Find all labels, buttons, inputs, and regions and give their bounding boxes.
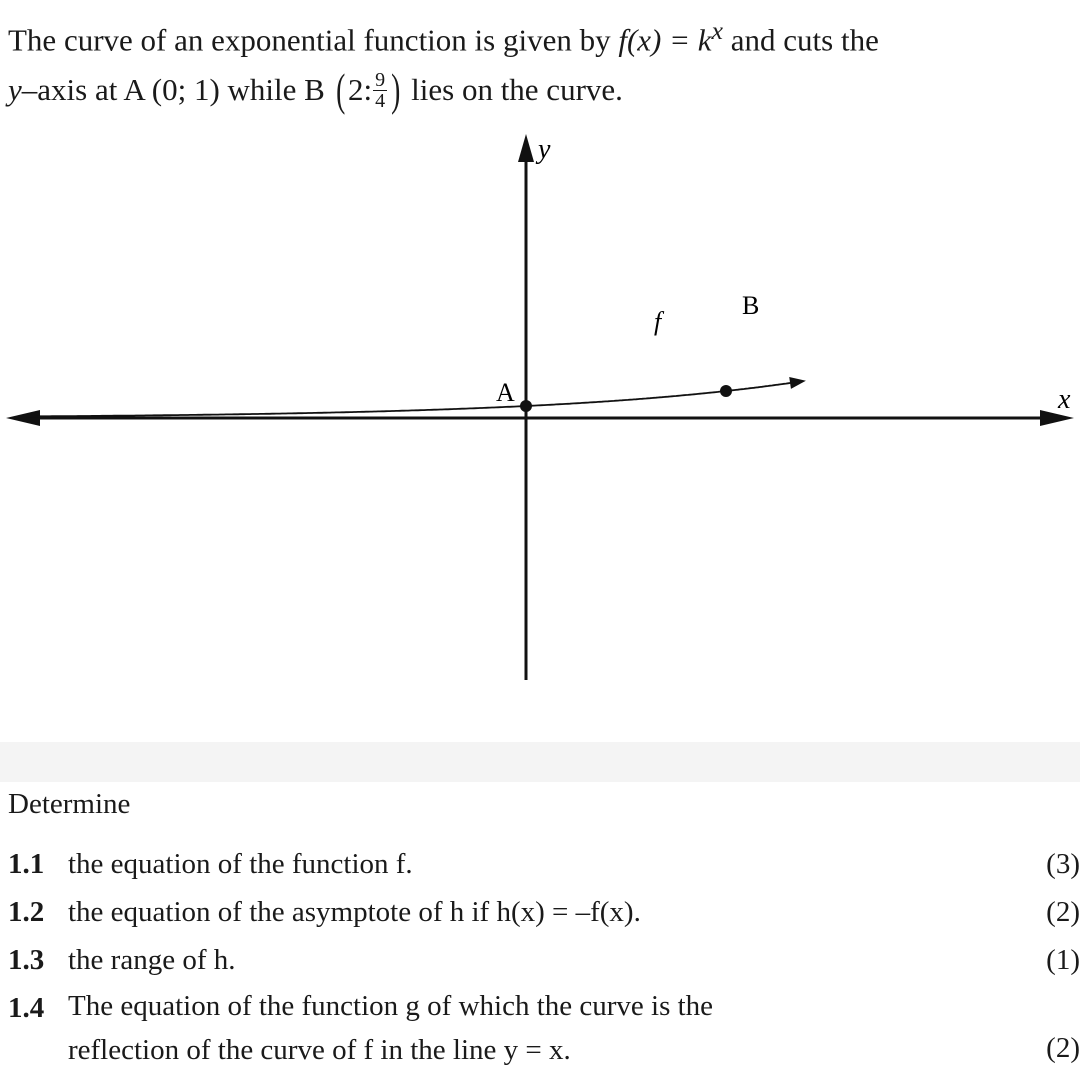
point-a-marker — [520, 400, 532, 412]
intro-text: –axis at A (0; 1) while B — [21, 72, 333, 108]
question-text: the equation of the function f. — [68, 848, 413, 880]
intro-text: and cuts the — [723, 22, 879, 58]
point-b-coordinates: ( 2: $\frac{9}{4}$ ) — [335, 64, 401, 116]
question-number: 1.3 — [8, 944, 45, 976]
problem-intro — [8, 6, 1072, 115]
determine-heading: Determine — [8, 788, 131, 820]
y-symbol: y — [8, 72, 22, 108]
fraction — [373, 70, 387, 111]
question-item — [8, 840, 1080, 888]
curve-f — [26, 382, 798, 417]
question-text-line: reflection of the curve of f in the line y = x. — [68, 1034, 571, 1066]
question-item — [8, 888, 1080, 936]
question-marks: (2) — [1046, 896, 1080, 928]
question-text-line: The equation of the function g of which the curve is the — [68, 990, 714, 1022]
point-b-marker — [720, 385, 732, 397]
x-axis-label: x — [1058, 384, 1071, 415]
question-text: the range of h. — [68, 944, 236, 976]
function-expression: f(x) = k — [618, 22, 712, 58]
intro-line-2 — [8, 65, 1072, 115]
function-exponent: x — [711, 16, 724, 45]
intro-text: The curve of an exponential function is given by — [8, 22, 619, 58]
curve-arrow — [789, 377, 806, 389]
question-marks: (1) — [1046, 944, 1080, 976]
intro-line-1 — [8, 6, 1072, 65]
curve-label: f — [654, 307, 662, 336]
question-item — [8, 936, 1080, 984]
question-marks: (3) — [1046, 848, 1080, 880]
fraction-numerator: 9 — [375, 68, 386, 91]
point-b-label: B — [742, 291, 760, 320]
question-number: 1.4 — [8, 992, 45, 1024]
divider-band — [0, 742, 1080, 782]
question-text: the equation of the asymptote of h if h(x) = –f(x). — [68, 896, 641, 928]
question-number: 1.1 — [8, 848, 45, 880]
y-axis-label: y — [538, 134, 551, 165]
intro-text: lies on the curve. — [403, 72, 623, 108]
point-a-label: A — [496, 378, 515, 407]
question-list — [8, 840, 1080, 1072]
question-marks: (2) — [1046, 1032, 1080, 1064]
fraction-denominator: 4 — [375, 89, 386, 112]
y-axis-arrow — [518, 134, 534, 162]
question-number: 1.2 — [8, 896, 45, 928]
point-b-x: 2: — [347, 72, 373, 108]
x-axis-left-arrow — [6, 410, 40, 426]
exponential-graph — [0, 125, 1080, 695]
question-item — [8, 984, 1080, 1072]
question-text — [68, 984, 1034, 1072]
